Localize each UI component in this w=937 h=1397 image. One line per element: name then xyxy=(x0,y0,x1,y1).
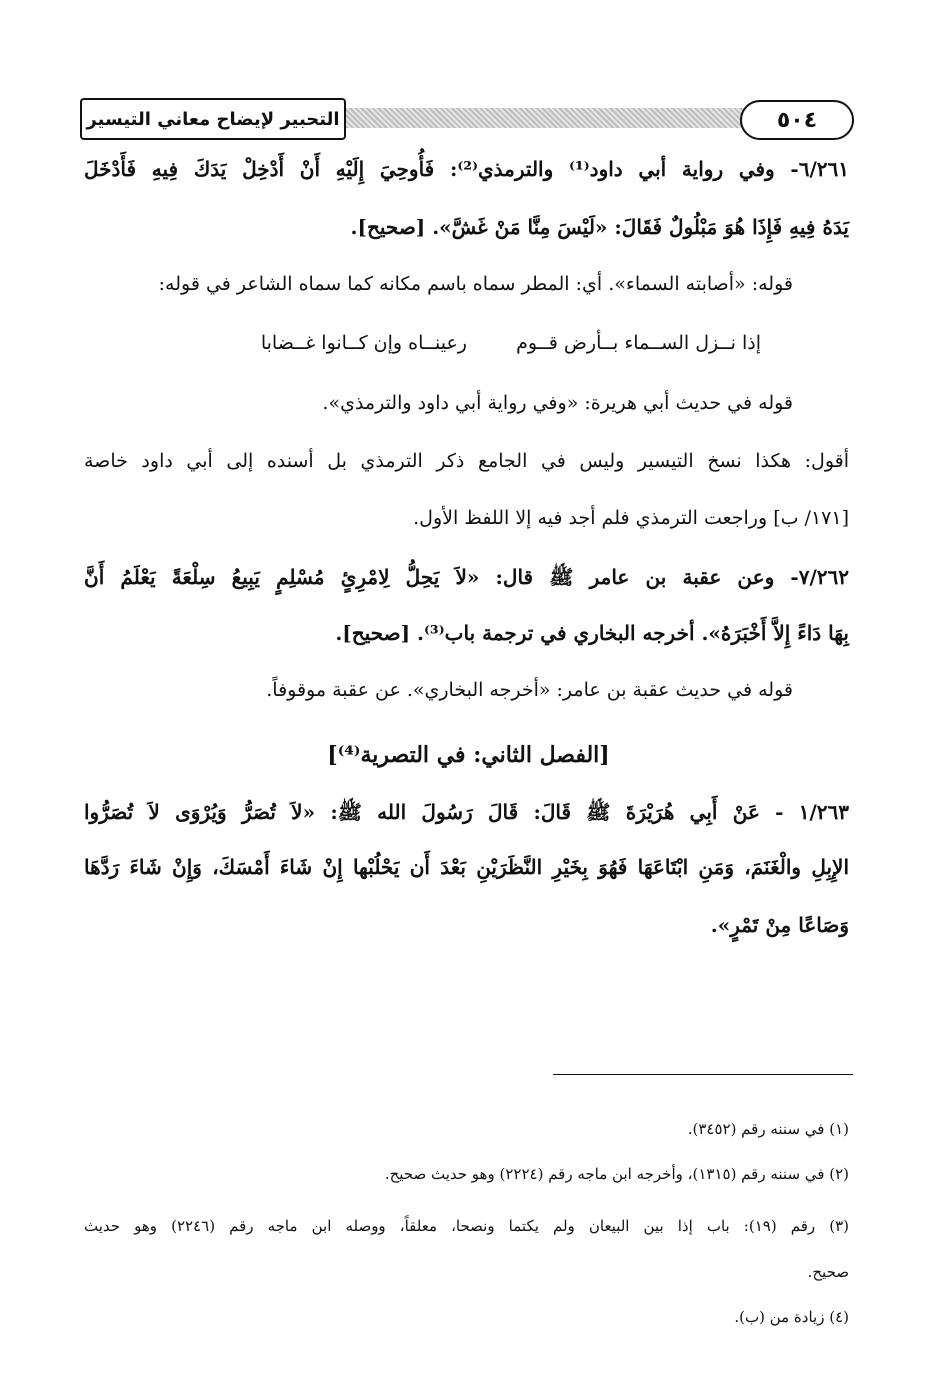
footnote-4: (٤) زيادة من (ب). xyxy=(734,1308,849,1326)
footnote-3: (٣) رقم (١٩): باب إذا بين البيعان ولم يكتما ونصحا، معلقاً، ووصله ابن ماجه رقم (٢٢٤٦) وهو حديث xyxy=(84,1217,849,1235)
text-line-2: يَدَهُ فِيهِ فَإِذَا هُوَ مَبْلُولٌ فَقَالَ: «لَيْسَ مِنَّا مَنْ غَشَّ». [صحيح]. xyxy=(350,215,849,239)
page-header xyxy=(80,96,850,142)
poem-verse-first-half: إذا نــزل الســماء بــأرض قــوم xyxy=(516,332,761,354)
text-line-1: ٦/٢٦١- وفي رواية أبي داود⁽¹⁾ والترمذي⁽²⁾: فَأُوحِيَ إِلَيْهِ أَنْ أَدْخِلْ يَدَكَ فِيهِ فَأَدْخَلَ xyxy=(84,157,850,181)
footnote-1: (١) في سننه رقم (٣٤٥٢). xyxy=(687,1120,849,1138)
poem-verse-second-half: رعينــاه وإن كــانوا غــضابا xyxy=(260,332,467,354)
page-number: ٥٠٤ xyxy=(740,100,854,140)
footnote-separator xyxy=(553,1074,853,1075)
text-line-6: [١٧١/ ب] وراجعت الترمذي فلم أجد فيه إلا اللفظ الأول. xyxy=(413,507,849,529)
footnote-2: (٢) في سننه رقم (١٣١٥)، وأخرجه ابن ماجه رقم (٢٢٢٤) وهو حديث صحيح. xyxy=(384,1165,849,1183)
text-line-10: ١/٢٦٣ - عَنْ أَبِي هُرَيْرَةَ ﷺ قَالَ: قَالَ رَسُولَ الله ﷺ: «لاَ تُصَرُّ وَيُرْوَى لاَ تُصَرُّوا xyxy=(84,800,850,824)
text-line-3: قوله: «أصابته السماء». أي: المطر سماه باسم مكانه كما سماه الشاعر في قوله: xyxy=(158,273,793,295)
text-line-9: قوله في حديث عقبة بن عامر: «أخرجه البخاري». عن عقبة موقوفاً. xyxy=(266,679,793,701)
text-line-4: قوله في حديث أبي هريرة: «وفي رواية أبي داود والترمذي». xyxy=(322,392,793,414)
text-line-12: وَصَاعًا مِنْ تَمْرٍ». xyxy=(710,913,849,937)
text-line-5: أقول: هكذا نسخ التيسير وليس في الجامع ذكر الترمذي بل أسنده إلى أبي داود خاصة xyxy=(84,450,849,472)
book-title: التحبير لإيضاح معاني التيسير xyxy=(80,98,346,140)
text-line-7: ٧/٢٦٢- وعن عقبة بن عامر ﷺ قال: «لاَ يَحِلُّ لِامْرِئٍ مُسْلِمٍ يَبِيعُ سِلْعَةً يَعْلَمُ أَنَّ xyxy=(84,565,849,589)
section-heading: [الفصل الثاني: في التصرية⁽⁴⁾] xyxy=(327,742,610,768)
text-line-8: بِهَا دَاءً إِلاَّ أَخْبَرَهُ». أخرجه البخاري في ترجمة باب⁽³⁾. [صحيح]. xyxy=(335,621,849,645)
text-line-11: الإِبِلِ والْغَنَمَ، وَمَنِ ابْتَاعَهَا فَهُوَ بِخَيْرِ النَّظَرَيْنِ بَعْدَ أَن يَحْلُبْها إِنْ شَاءَ أَمْسَكَ، وَإِنْ شَاءَ رَدَّهَا xyxy=(84,855,849,879)
footnote-3-continued: صحيح. xyxy=(807,1263,849,1281)
